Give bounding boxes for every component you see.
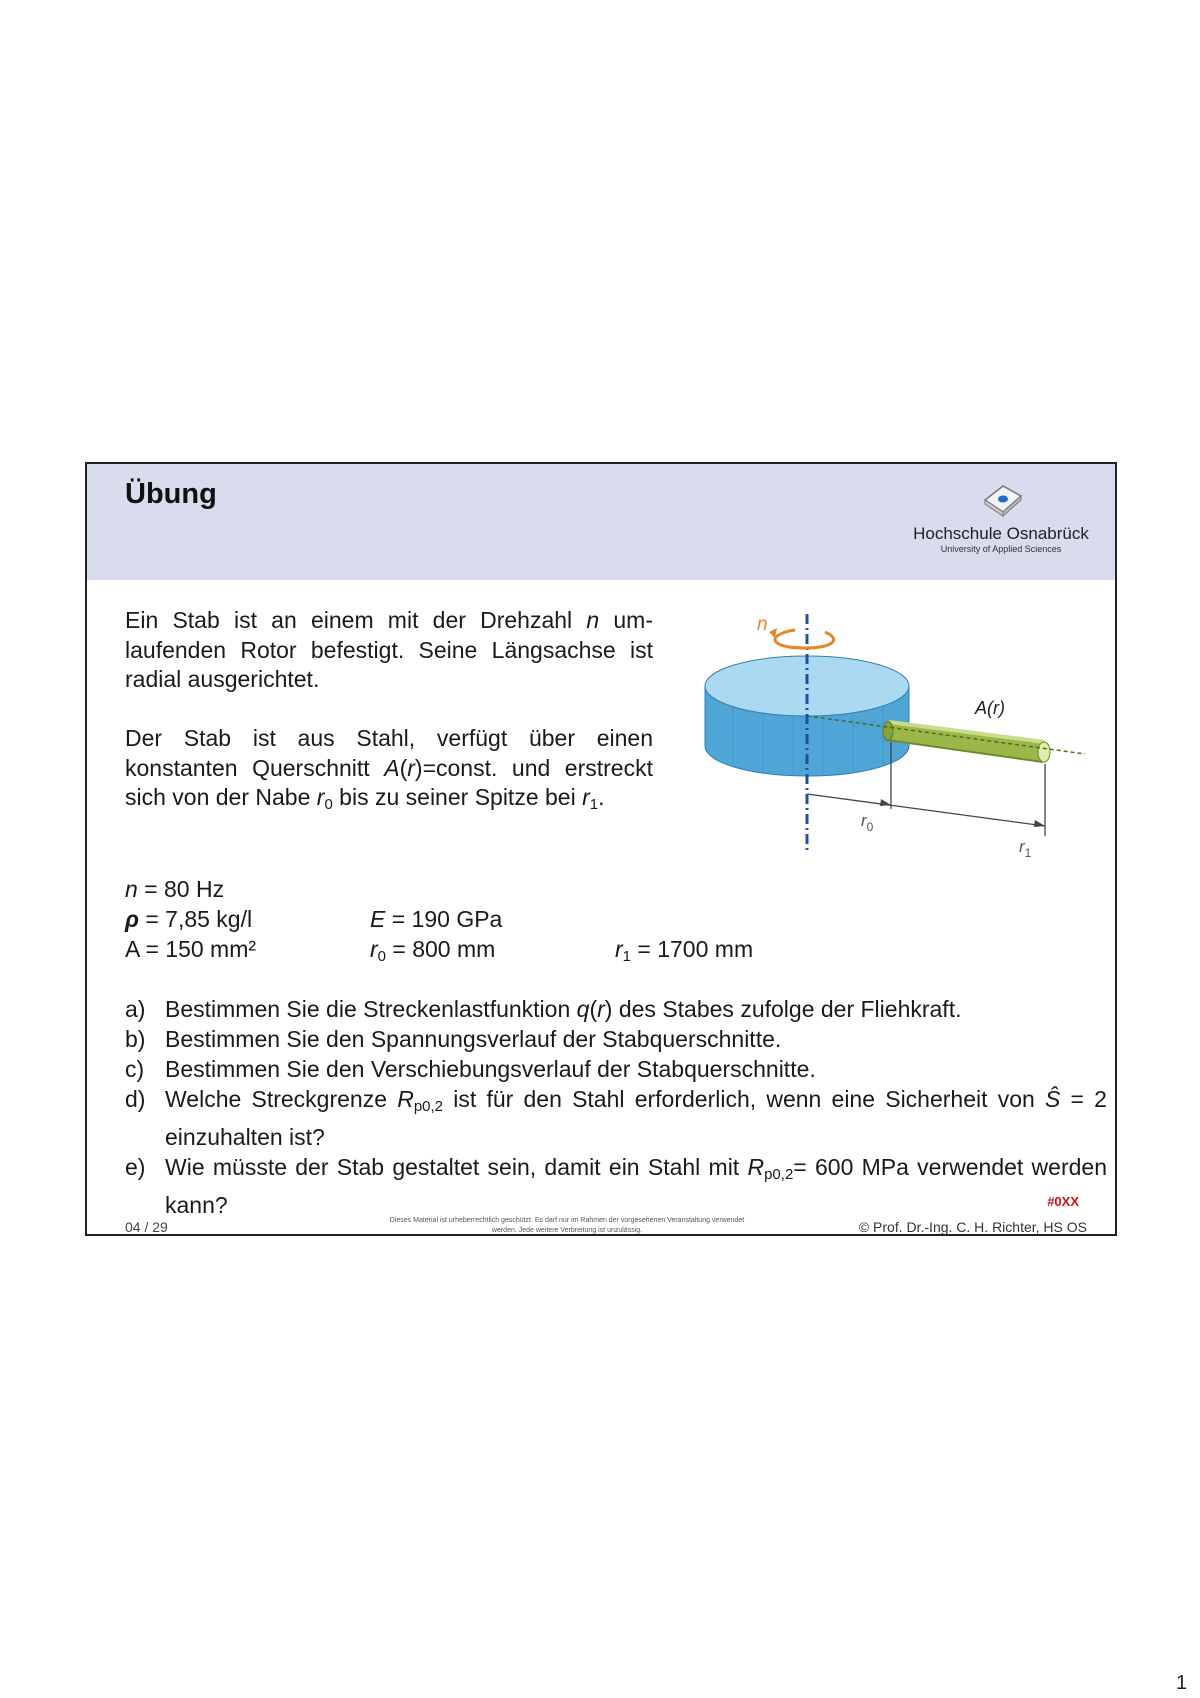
given-r0: $r_0 = 800$ mm: [370, 936, 496, 965]
intro-paragraph-1: Ein Stab ist an einem mit der Drehzahl n umlaufenden Rotor befestigt. Seine Längsachse ist radial ausgerichtet.: [125, 607, 653, 692]
copyright-author: © Prof. Dr.-Ing. C. H. Richter, HS OS: [858, 1219, 1087, 1235]
task-b: b) Bestimmen Sie den Spannungsverlauf der Stabquerschnitte.: [125, 1026, 782, 1052]
slide-header: [87, 464, 1115, 580]
figure-label-r0: $r_0$: [861, 811, 874, 834]
page-number: 1: [1176, 1672, 1188, 1694]
logo-name: Hochschule Osnabrück: [913, 524, 1089, 543]
given-n: n = 80 Hz: [125, 876, 225, 902]
copyright-notice: Dieses Material ist urheberrechtlich geschützt. Es darf nur im Rahmen der vorgesehenen Veranstaltung verwendet werden. Jede weitere Verbreitung ist unzulässig.: [389, 1217, 745, 1234]
dimension-arrow-r1: [1034, 820, 1045, 827]
given-r1: $r_1 = 1700$ mm: [615, 936, 754, 965]
logo-subtitle: University of Applied Sciences: [940, 544, 1062, 554]
given-A: A = 150 mm²: [125, 936, 257, 962]
task-e: e) Wie müsste der Stab gestaltet sein, damit ein Stahl mit $R_{p0,2}= 600$ MPa verwendet werden kann?: [125, 1154, 1107, 1218]
task-list: [125, 994, 1107, 1220]
dimension-arrow-r0: [880, 799, 891, 806]
task-d: d) Welche Streckgrenze $R_{p0,2}$ ist für den Stahl erforderlich, wenn eine Sicherheit von Ŝ = 2 einzuhalten ist?: [125, 1086, 1107, 1150]
figure-label-r1: $r_1$: [1019, 837, 1032, 860]
slide-page-indicator: 04 / 29: [125, 1219, 168, 1235]
university-logo: [895, 482, 1107, 568]
figure-label-n: n: [757, 614, 768, 635]
rotation-arrow-icon: [769, 628, 834, 648]
exercise-marker: #0XX: [1047, 1194, 1079, 1209]
slide-title: Übung: [125, 478, 217, 510]
logo-emblem-icon: [981, 482, 1025, 518]
intro-paragraph-2: Der Stab ist aus Stahl, verfügt über einen konstanten Querschnitt A(r)=const. und erstreckt sich von der Nabe $r_0$ bis zu seiner Spitze bei $r_1$.: [125, 725, 653, 813]
task-a: a) Bestimmen Sie die Streckenlastfunktion q(r) des Stabes zufolge der Fliehkraft.: [125, 996, 962, 1022]
figure-label-A: A(r): [975, 698, 1005, 718]
task-c: c) Bestimmen Sie den Verschiebungsverlauf der Stabquerschnitte.: [125, 1056, 816, 1082]
rod: [883, 722, 1050, 763]
slide: [85, 462, 1117, 1236]
rotor-rod-figure: [693, 604, 1113, 866]
given-rho: ρ = 7,85 kg/l: [125, 906, 253, 932]
given-E: E = 190 GPa: [370, 906, 503, 932]
